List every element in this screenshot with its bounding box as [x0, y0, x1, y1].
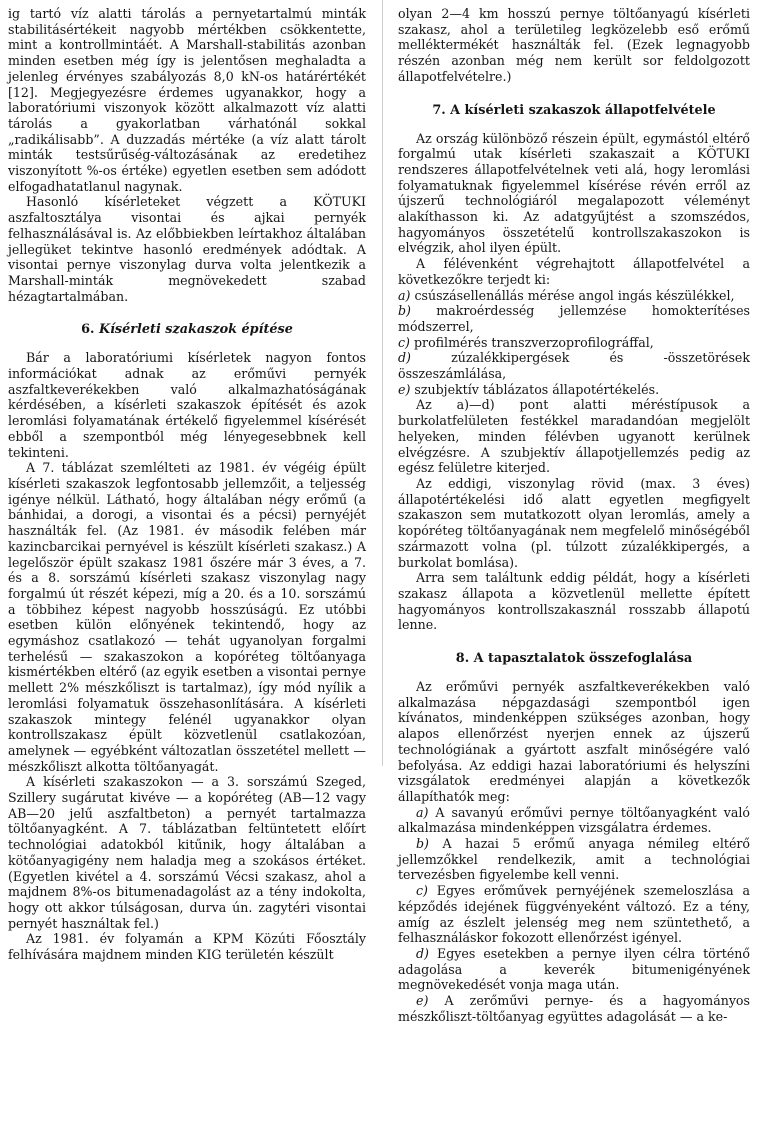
section-heading-7 [398, 103, 750, 119]
paragraph: olyan 2—4 km hosszú pernye töltőanyagú kísérleti szakasz, ahol a területileg legközelebb eső erőmű melléktermékét használták fel. (Ezek legnagyobb részén azonban még nem került sor feldolgozott állapotfelvételre.) [398, 6, 750, 84]
paragraph: A kísérleti szakaszokon — a 3. sorszámú Szeged, Szillery sugárutat kivéve — a kopóréteg (AB—12 vagy AB—20 jelű aszfaltbeton) a pernyét tartalmazza töltőanyagként. A 7. táblázatban feltüntetett előírt technológiai adatokból kitűnik, hogy általában a kötőanyagigény nem haladja meg a szokásos értéket. (Egyetlen kivétel a 4. sorszámú Vécsi szakasz, ahol a majdnem 8%-os bitumenadagolást az a tény indokolta, hogy ott akkor túlságosan, durva ún. zagytéri visontai pernyét használtak fel.) [8, 774, 366, 931]
list-label: b) [398, 303, 411, 319]
finding-text: Egyes erőművek pernyéjének szemeloszlása a képződés idejének függvényeként változó. Ez a tény, amíg az észlelt jelenség meg nem szüntethető, a felhasználáskor fokozott ellenőrzést igényel. [398, 883, 750, 946]
section-title: A kísérleti szakaszok állapotfelvétele [450, 102, 716, 118]
list-item [398, 288, 750, 304]
finding-label: a) [416, 804, 429, 820]
list-text: csúszásellenállás mérése angol ingás készülékkel, [414, 287, 735, 303]
section-number: 7. [432, 102, 446, 118]
list-label: a) [398, 287, 411, 303]
finding-label: d) [416, 945, 429, 961]
list-label: c) [398, 334, 410, 350]
list-item [398, 335, 750, 351]
finding-item [398, 993, 750, 1024]
paragraph: Hasonló kísérleteket végzett a KÖTUKI aszfaltosztálya visontai és ajkai pernyék felhasználásával is. Az előbbiekben leírtakhoz általában jellegüket tekintve hasonló eredmények adódtak. A visontai pernye viszonylag durva volta jelentkezik a Marshall-minták megnövekedett szabad hézagtartalmában. [8, 194, 366, 304]
finding-text: A hazai 5 erőmű anyaga némileg eltérő jellemzőkkel rendelkezik, amit a technológiai tervezésben figyelembe kell venni. [398, 836, 750, 883]
finding-label: e) [416, 993, 429, 1009]
list-text: zúzalékkipergések és -összetörések összeszámlálása, [398, 350, 750, 382]
finding-text: Egyes esetekben a pernye ilyen célra történő adagolása a keverék bitumenigényének megnövekedését vonja maga után. [398, 945, 750, 993]
list-label: e) [398, 381, 411, 397]
list-item [398, 382, 750, 398]
survey-list [398, 288, 750, 398]
list-item [398, 350, 750, 381]
right-column [398, 6, 750, 1024]
section-title: A tapasztalatok összefoglalása [473, 651, 693, 667]
list-label: d) [398, 350, 411, 366]
finding-label: b) [416, 836, 429, 852]
paragraph: Az ország különböző részein épült, egymástól eltérő forgalmú utak kísérleti szakaszait a KÖTUKI rendszeres állapotfelvételnek veti alá, hogy leromlási folyamatuknak figyelemmel kísérése révén erről az újszerű technológiáról megalapozott véleményt alakíthasson ki. Az adatgyűjtést a szomszédos, hagyományos összetételű kontrollszakaszokon is elvégzik, ahol ilyen épült. [398, 130, 750, 256]
paragraph: Arra sem találtunk eddig példát, hogy a kísérleti szakasz állapota a közvetlenül mellette épített hagyományos kontrollszakasznál rosszabb állapotú lenne. [398, 570, 750, 633]
finding-item [398, 883, 750, 946]
column-divider [382, 0, 383, 766]
section-title: Kísérleti szakaszok építése [98, 322, 293, 338]
finding-text: A savanyú erőművi pernye töltőanyagként való alkalmazása mindenképpen vizsgálatra érdemes. [398, 804, 750, 836]
section-number: 8. [455, 651, 470, 667]
section-heading-6 [8, 322, 366, 338]
section-heading-8 [398, 651, 750, 667]
paragraph: Az eddigi, viszonylag rövid (max. 3 éves) állapotértékelési idő alatt egyetlen megfigyelt szakaszon sem mutatkozott olyan leromlás, amely a kopóréteg töltőanyagának nem megfelelő minőségéből származott volna (pl. túlzott zúzalékkipergés, a burkolat bomlása). [398, 475, 750, 570]
finding-item [398, 836, 750, 883]
list-text: makroérdesség jellemzése homokterítéses módszerrel, [398, 303, 750, 334]
paragraph: Az erőművi pernyék aszfaltkeverékekben való alkalmazása népgazdasági szempontból igen kívánatos, mindenképpen szükséges azonban, hogy alapos ellenőrzést nyerjen ennek az újszerű technológiának a gyártott aszfalt minőségére való befolyása. Az eddigi hazai laboratóriumi és helyszíni vizsgálatok eredményei alapján a következők állapíthatók meg: [398, 679, 750, 804]
list-item [398, 303, 750, 334]
left-column [8, 6, 366, 963]
section-number: 6. [81, 322, 95, 338]
finding-text: A zerőművi pernye- és a hagyományos mészkőliszt-töltőanyag együttes adagolását — a ke- [398, 993, 750, 1024]
paragraph: A félévenként végrehajtott állapotfelvétel a következőkre terjedt ki: [398, 256, 750, 287]
list-text: profilmérés transzverzoprofilográffal, [413, 334, 654, 350]
paragraph: A 7. táblázat szemlélteti az 1981. év végéig épült kísérleti szakaszok legfontosabb jellemzőit, a teljesség igénye nélkül. Látható, hogy általában négy erőmű (a bánhidai, a dorogi, a visontai és a pécsi) pernyéjét használták fel. (Az 1981. év második felében már kazincbarcikai pernyével is készült kísérleti szakasz.) A legelőször épült szakasz 1981 őszére már 3 éves, a 7. és a 8. sorszámú kísérleti szakasz viszonylag nagy forgalmú út részét képezi, míg a 20. és a 10. sorszámú a többihez képest nagyobb hosszúságú. Ez utóbbi esetben külön előnyének tekintendő, hogy az egymáshoz csatlakozó — tehát ugyanolyan forgalmi terhelésű — szakaszokon a kopóréteg töltőanyaga kismértékben eltérő (az egyik esetben a visontai pernye mellett 2% mészkőliszt is tartalmaz), így mód nyílik a leromlási folyamatuk összehasonlítására. A kísérleti szakaszok mintegy felénél ugyanakkor olyan kontrollszakasz épült közvetlenül csatlakozóan, amelynek — egyébként változatlan összetétel mellett — mészkőliszt alkotta töltőanyagát. [8, 460, 366, 774]
paragraph: Bár a laboratóriumi kísérletek nagyon fontos információkat adnak az erőművi pernyék aszfaltkeverékekben való alkalmazhatóságának kérdésében, a kísérleti szakaszok építését és azok leromlási folyamatának értékelő figyelemmel kísérését ebből a szempontból még lényegesebbnek kell tekinteni. [8, 350, 366, 460]
list-text: szubjektív táblázatos állapotértékelés. [414, 381, 660, 397]
paragraph: ig tartó víz alatti tárolás a pernyetartalmú minták stabilitásértékeit nagyobb mértékben csökkentette, mint a kontrollmintáét. A Marshall-stabilitás azonban minden esetben még így is jelentősen meghaladta a jelenleg érvényes szabályozás 8,0 kN-os határértékét [12]. Megjegyezésre érdemes ugyanakkor, hogy a laboratóriumi viszonyok között alkalmazott víz alatti tárolás a gyakorlatban várhatónál sokkal „radikálisabb”. A duzzadás mértéke (a víz alatt tárolt minták testsűrűség-változásának az eredetihez viszonyított %-os értéke) egyetlen esetben sem adódott elfogadhatatlanul nagynak. [8, 6, 366, 194]
finding-item [398, 946, 750, 993]
paragraph: Az a)—d) pont alatti méréstípusok a burkolatfelületen festékkel maradandóan megjelölt helyeken, minden félévben ugyanott kerülnek elvégzésre. A szubjektív állapotjellemzés pedig az egész felületre kiterjed. [398, 397, 750, 476]
finding-item [398, 805, 750, 836]
paragraph: Az 1981. év folyamán a KPM Közúti Főosztály felhívására majdnem minden KIG területén készült [8, 931, 366, 963]
finding-label: c) [416, 883, 428, 899]
